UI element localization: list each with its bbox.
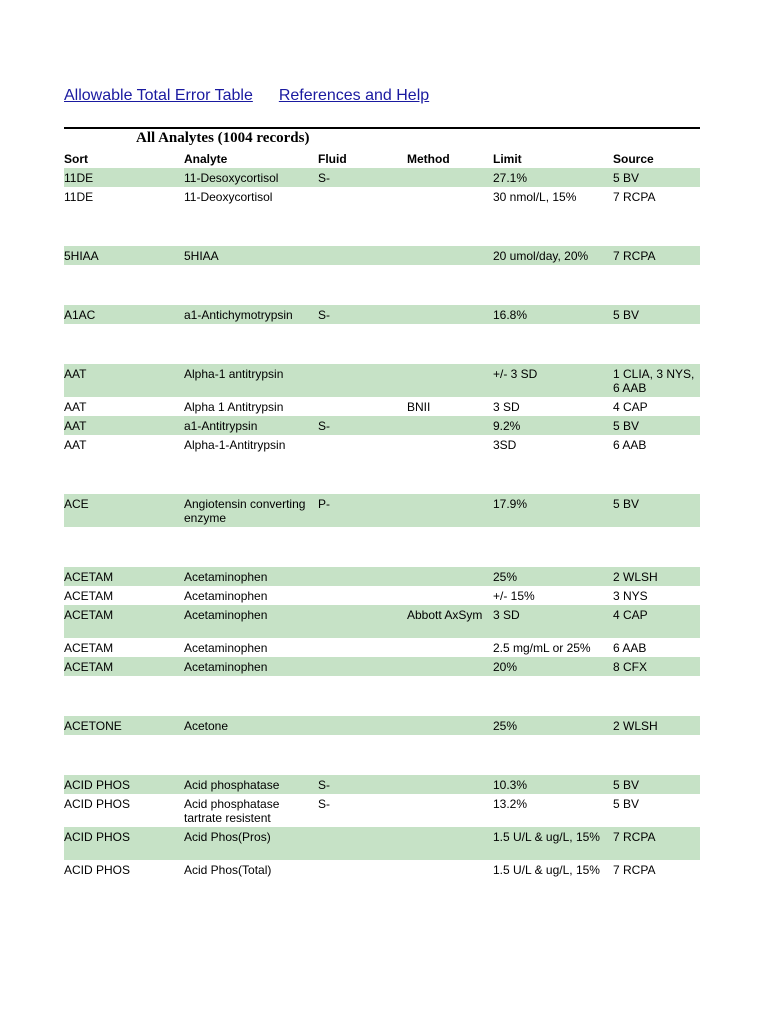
- cell-source: 6 AAB: [613, 641, 647, 655]
- cell-analyte: a1-Antitrypsin: [184, 419, 258, 433]
- cell-limit: 3 SD: [493, 608, 520, 622]
- cell-limit: 16.8%: [493, 308, 528, 322]
- cell-analyte: Acetone: [184, 719, 229, 733]
- cell-limit: 1.5 U/L & ug/L, 15%: [493, 863, 600, 877]
- table-row: [64, 416, 700, 435]
- cell-analyte: Acetaminophen: [184, 570, 268, 584]
- table-row: [64, 567, 700, 586]
- table-row: [64, 168, 700, 187]
- cell-sort: ACETAM: [64, 570, 114, 584]
- cell-fluid: S-: [318, 778, 330, 792]
- cell-source: 5 BV: [613, 308, 640, 322]
- cell-sort: 11DE: [64, 190, 94, 204]
- cell-analyte: 11-Deoxycortisol: [184, 190, 273, 204]
- cell-analyte: 5HIAA: [184, 249, 219, 263]
- cell-source: 5 BV: [613, 497, 640, 511]
- cell-limit: 25%: [493, 719, 518, 733]
- cell-limit: 1.5 U/L & ug/L, 15%: [493, 830, 600, 844]
- column-header-fluid[interactable]: Fluid: [318, 152, 347, 166]
- cell-sort: ACETAM: [64, 641, 114, 655]
- table-row: [64, 775, 700, 794]
- cell-fluid: S-: [318, 171, 330, 185]
- cell-source: 2 WLSH: [613, 719, 658, 733]
- cell-analyte: Acid phosphatase: [184, 778, 280, 792]
- cell-fluid: S-: [318, 308, 330, 322]
- table-row: [64, 638, 700, 657]
- cell-fluid: S-: [318, 797, 330, 811]
- table-row: [64, 716, 700, 735]
- cell-source: 8 CFX: [613, 660, 648, 674]
- cell-source: 4 CAP: [613, 608, 648, 622]
- cell-analyte: a1-Antichymotrypsin: [184, 308, 293, 322]
- cell-source: 4 CAP: [613, 400, 648, 414]
- references-help-link[interactable]: References and Help: [278, 87, 430, 104]
- cell-analyte: Acid Phos(Total): [184, 863, 272, 877]
- cell-source: 5 BV: [613, 171, 640, 185]
- cell-sort: ACETONE: [64, 719, 122, 733]
- cell-analyte: Acetaminophen: [184, 608, 268, 622]
- cell-sort: ACID PHOS: [64, 797, 131, 811]
- cell-analyte: Acetaminophen: [184, 641, 268, 655]
- cell-limit: 13.2%: [493, 797, 528, 811]
- table-row: [64, 305, 700, 324]
- cell-analyte: Acid Phos(Pros): [184, 830, 271, 844]
- cell-sort: ACETAM: [64, 608, 114, 622]
- table-row: [64, 827, 700, 860]
- cell-source: 5 BV: [613, 797, 640, 811]
- cell-analyte: Alpha-1 antitrypsin: [184, 367, 284, 381]
- cell-sort: AAT: [64, 438, 87, 452]
- cell-analyte: Angiotensin converting enzyme: [184, 497, 306, 525]
- cell-limit: 3SD: [493, 438, 517, 452]
- cell-sort: 5HIAA: [64, 249, 99, 263]
- table-row: [64, 364, 700, 397]
- table-row: [64, 397, 700, 416]
- cell-source: 5 BV: [613, 778, 640, 792]
- cell-fluid: P-: [318, 497, 330, 511]
- cell-sort: ACID PHOS: [64, 830, 131, 844]
- table-row: [64, 246, 700, 265]
- cell-limit: +/- 3 SD: [493, 367, 538, 381]
- table-row: [64, 860, 700, 879]
- cell-source: 7 RCPA: [613, 830, 656, 844]
- cell-sort: A1AC: [64, 308, 96, 322]
- cell-analyte: Acetaminophen: [184, 589, 268, 603]
- cell-source: 1 CLIA, 3 NYS, 6 AAB: [613, 367, 695, 395]
- cell-limit: 20%: [493, 660, 518, 674]
- cell-limit: 2.5 mg/mL or 25%: [493, 641, 591, 655]
- cell-sort: ACETAM: [64, 660, 114, 674]
- header-links: [64, 86, 429, 106]
- cell-sort: AAT: [64, 367, 87, 381]
- cell-sort: ACETAM: [64, 589, 114, 603]
- cell-analyte: 11-Desoxycortisol: [184, 171, 279, 185]
- column-header-sort[interactable]: Sort: [64, 152, 88, 166]
- cell-limit: 9.2%: [493, 419, 521, 433]
- cell-limit: 10.3%: [493, 778, 528, 792]
- cell-limit: 20 umol/day, 20%: [493, 249, 589, 263]
- cell-source: 6 AAB: [613, 438, 647, 452]
- cell-sort: ACID PHOS: [64, 778, 131, 792]
- cell-sort: ACID PHOS: [64, 863, 131, 877]
- cell-source: 7 RCPA: [613, 863, 656, 877]
- cell-source: 3 NYS: [613, 589, 648, 603]
- cell-limit: 3 SD: [493, 400, 520, 414]
- cell-analyte: Alpha-1-Antitrypsin: [184, 438, 286, 452]
- cell-method: Abbott AxSym: [407, 608, 483, 622]
- table-row: [64, 657, 700, 676]
- cell-limit: 17.9%: [493, 497, 528, 511]
- cell-method: BNII: [407, 400, 431, 414]
- cell-limit: 30 nmol/L, 15%: [493, 190, 577, 204]
- column-header-source[interactable]: Source: [613, 152, 654, 166]
- column-header-analyte[interactable]: Analyte: [184, 152, 228, 166]
- cell-sort: 11DE: [64, 171, 94, 185]
- table-body: [64, 168, 700, 879]
- analyte-table: [64, 149, 700, 879]
- cell-source: 5 BV: [613, 419, 640, 433]
- table-row: [64, 494, 700, 527]
- cell-analyte: Acid phosphatase tartrate resistent: [184, 797, 280, 825]
- cell-sort: AAT: [64, 400, 87, 414]
- table-row: [64, 794, 700, 827]
- table-header-row: [64, 149, 700, 168]
- allowable-total-error-link[interactable]: Allowable Total Error Table: [64, 87, 253, 104]
- table-title: All Analytes (1004 records): [136, 130, 310, 146]
- column-header-limit[interactable]: Limit: [493, 152, 522, 166]
- cell-source: 7 RCPA: [613, 249, 656, 263]
- table-row: [64, 605, 700, 638]
- cell-limit: +/- 15%: [493, 589, 535, 603]
- cell-analyte: Alpha 1 Antitrypsin: [184, 400, 284, 414]
- cell-fluid: S-: [318, 419, 330, 433]
- cell-limit: 25%: [493, 570, 518, 584]
- column-header-method[interactable]: Method: [407, 152, 450, 166]
- table-row: [64, 586, 700, 605]
- cell-analyte: Acetaminophen: [184, 660, 268, 674]
- cell-sort: ACE: [64, 497, 89, 511]
- cell-sort: AAT: [64, 419, 87, 433]
- cell-source: 7 RCPA: [613, 190, 656, 204]
- table-row: [64, 435, 700, 454]
- table-row: [64, 187, 700, 206]
- cell-limit: 27.1%: [493, 171, 528, 185]
- cell-source: 2 WLSH: [613, 570, 658, 584]
